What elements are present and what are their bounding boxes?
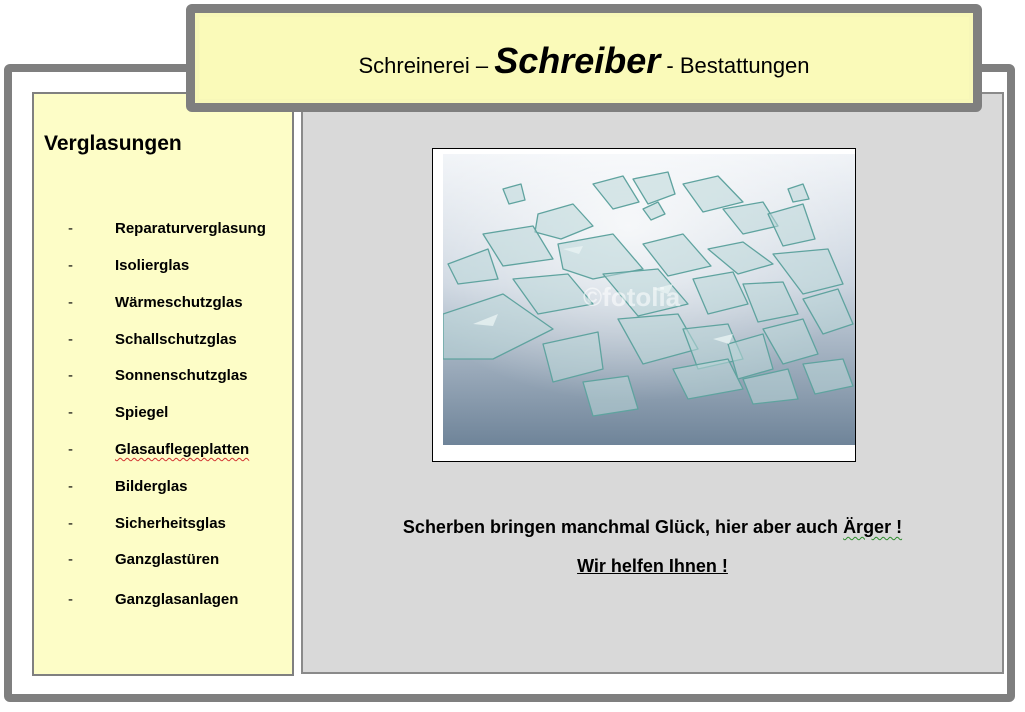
help-link-text[interactable]: Wir helfen Ihnen ! <box>577 556 728 576</box>
sidebar-item-isolierglas[interactable] <box>34 257 292 279</box>
sidebar-item-label: Sonnenschutzglas <box>115 367 248 384</box>
list-dash: - <box>68 257 73 274</box>
sidebar-item-sicherheitsglas[interactable] <box>34 515 292 537</box>
title-suffix: - Bestattungen <box>666 53 810 78</box>
sidebar-item-label: Schallschutzglas <box>115 331 237 348</box>
list-dash: - <box>68 294 73 311</box>
sidebar-item-bilderglas[interactable] <box>34 478 292 500</box>
watermark-text: ©fotolia <box>583 282 681 312</box>
sidebar-item-label: Bilderglas <box>115 478 188 495</box>
list-dash: - <box>68 515 73 532</box>
tagline <box>301 517 1004 538</box>
list-dash: - <box>68 551 73 568</box>
sidebar-item-label: Spiegel <box>115 404 169 421</box>
sidebar-item-label: Ganzglastüren <box>115 551 220 568</box>
sidebar-item-label: Wärmeschutzglas <box>115 294 243 311</box>
title-prefix: Schreinerei – <box>358 53 489 78</box>
sidebar-item-schallschutzglas[interactable] <box>34 331 292 353</box>
sidebar-item-waermeschutzglas[interactable] <box>34 294 292 316</box>
list-dash: - <box>68 220 73 237</box>
sidebar-item-label: Isolierglas <box>115 257 190 274</box>
list-dash: - <box>68 331 73 348</box>
sidebar-title: Verglasungen <box>44 132 182 155</box>
sidebar-item-ganzglastueren[interactable] <box>34 551 292 573</box>
sidebar-item-sonnenschutzglas[interactable] <box>34 367 292 389</box>
help-link[interactable] <box>301 556 1004 577</box>
sidebar-item-label: Glasauflegeplatten <box>115 441 250 458</box>
page-title <box>358 40 809 82</box>
tagline-emphasis: Ärger ! <box>843 517 903 537</box>
sidebar-item-label: Ganzglasanlagen <box>115 591 239 608</box>
broken-glass-photo <box>443 154 855 445</box>
brand-name: Schreiber <box>494 40 661 81</box>
sidebar-item-reparaturverglasung[interactable] <box>34 220 292 242</box>
list-dash: - <box>68 367 73 384</box>
sidebar-item-ganzglasanlagen[interactable] <box>34 591 292 613</box>
sidebar <box>32 92 294 676</box>
sidebar-item-label: Reparaturverglasung <box>115 220 266 237</box>
header-banner <box>186 4 982 112</box>
list-dash: - <box>68 441 73 458</box>
sidebar-item-spiegel[interactable] <box>34 404 292 426</box>
header-inner <box>199 17 969 99</box>
sidebar-item-label: Sicherheitsglas <box>115 515 226 532</box>
sidebar-item-glasauflegeplatten[interactable] <box>34 441 292 463</box>
list-dash: - <box>68 591 73 608</box>
list-dash: - <box>68 478 73 495</box>
list-dash: - <box>68 404 73 421</box>
photo-frame <box>432 148 856 462</box>
tagline-text: Scherben bringen manchmal Glück, hier aber auch <box>402 517 844 537</box>
